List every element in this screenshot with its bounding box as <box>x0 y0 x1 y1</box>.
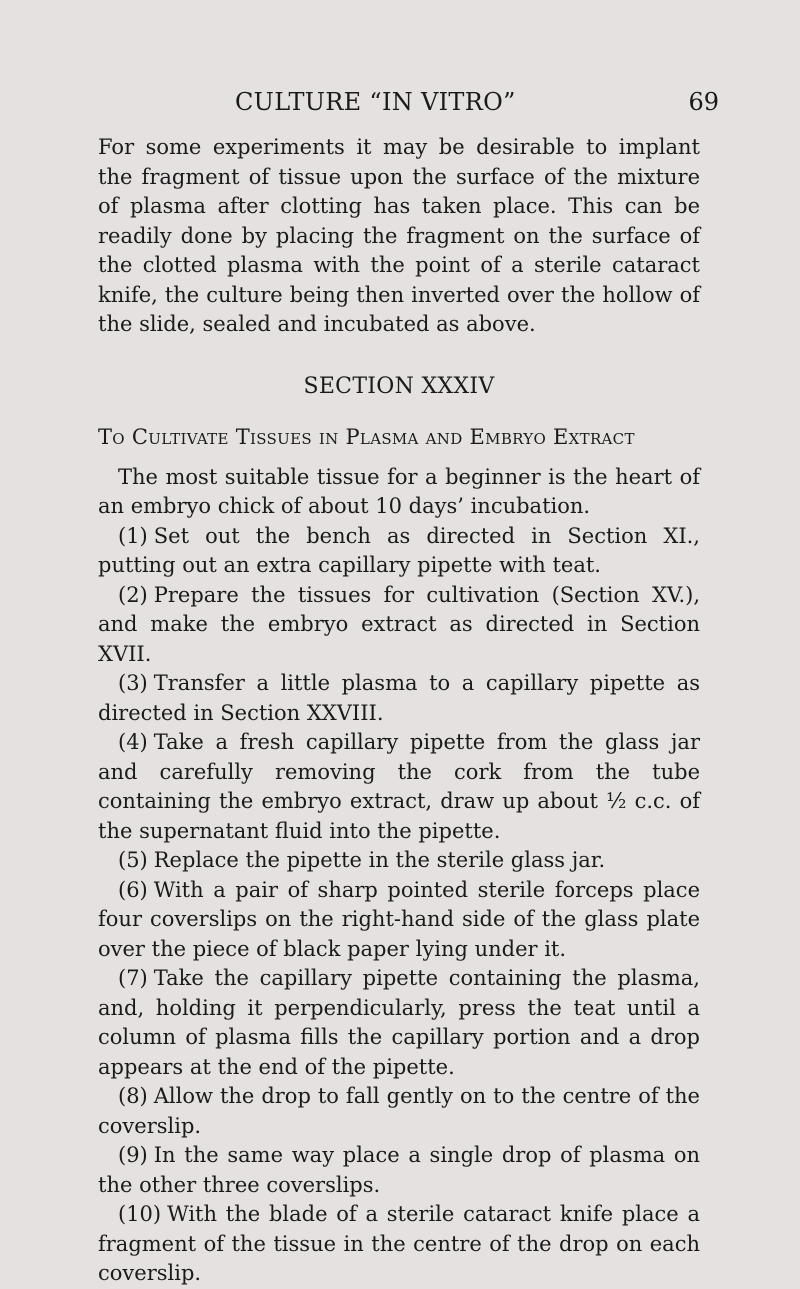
step-text: Set out the bench as directed in Section XI., putting out an extra capillary pipette with teat. <box>98 523 700 577</box>
step-number: (4) <box>118 730 148 754</box>
step-number: (7) <box>118 966 148 990</box>
procedure-step <box>98 1082 700 1141</box>
step-text: Take the capillary pipette containing the plasma, and, holding it perpendicularly, press the teat until a column of plasma fills the capillary portion and a drop appears at the end of the pipette. <box>98 966 700 1079</box>
procedure-step <box>98 1141 700 1200</box>
section-intro: The most suitable tissue for a beginner is the heart of an embryo chick of about 10 days’ incubation. <box>98 464 700 518</box>
procedure-step <box>98 669 700 728</box>
procedure-step <box>98 522 700 581</box>
procedure-step <box>98 728 700 846</box>
step-text: Prepare the tissues for cultivation (Section XV.), and make the embryo extract as directed in Section XVII. <box>98 582 700 666</box>
step-number: (1) <box>118 523 148 548</box>
step-text: In the same way place a single drop of plasma on the other three coverslips. <box>98 1143 700 1197</box>
body-text <box>98 133 700 1289</box>
procedure-step <box>98 581 700 670</box>
step-text: Allow the drop to fall gently on to the centre of the coverslip. <box>98 1084 700 1138</box>
procedure-steps <box>98 522 700 1289</box>
running-head <box>235 88 755 128</box>
procedure-step <box>98 876 700 965</box>
procedure-step <box>98 846 700 876</box>
step-number: (3) <box>118 671 148 695</box>
step-text: With the blade of a sterile cataract knife place a fragment of the tissue in the centre of the drop on each coverslip. <box>98 1202 700 1285</box>
step-number: (5) <box>118 848 148 872</box>
opening-paragraph: For some experiments it may be desirable to implant the fragment of tissue upon the surface of the mixture of plasma after clotting has taken place. This can be readily done by placing the fragment on the surface of the clotted plasma with the point of a sterile cataract knife, the culture being then inverted over the hollow of the slide, sealed and incubated as above. <box>98 135 700 336</box>
running-title: CULTURE “IN VITRO” <box>235 88 516 116</box>
step-number: (8) <box>118 1084 148 1108</box>
step-number: (9) <box>118 1143 148 1167</box>
step-text: With a pair of sharp pointed sterile forceps place four coverslips on the right-hand side of the glass plate over the piece of black paper lying under it. <box>98 877 700 961</box>
section-subtitle: To Cultivate Tissues in Plasma and Embryo Extract <box>98 424 635 449</box>
step-text: Take a fresh capillary pipette from the glass jar and carefully removing the cork from the tube containing the embryo extract, draw up about ½ c.c. of the supernatant fluid into the pipette. <box>98 730 700 843</box>
step-number: (2) <box>118 582 148 607</box>
step-number: (10) <box>118 1202 162 1226</box>
procedure-step <box>98 1200 700 1289</box>
procedure-step <box>98 964 700 1082</box>
page-number: 69 <box>688 88 719 116</box>
step-text: Transfer a little plasma to a capillary pipette as directed in Section XXVIII. <box>98 671 700 725</box>
step-text: Replace the pipette in the sterile glass jar. <box>153 848 606 872</box>
section-heading: SECTION XXXIV <box>303 373 495 399</box>
step-number: (6) <box>118 877 148 902</box>
